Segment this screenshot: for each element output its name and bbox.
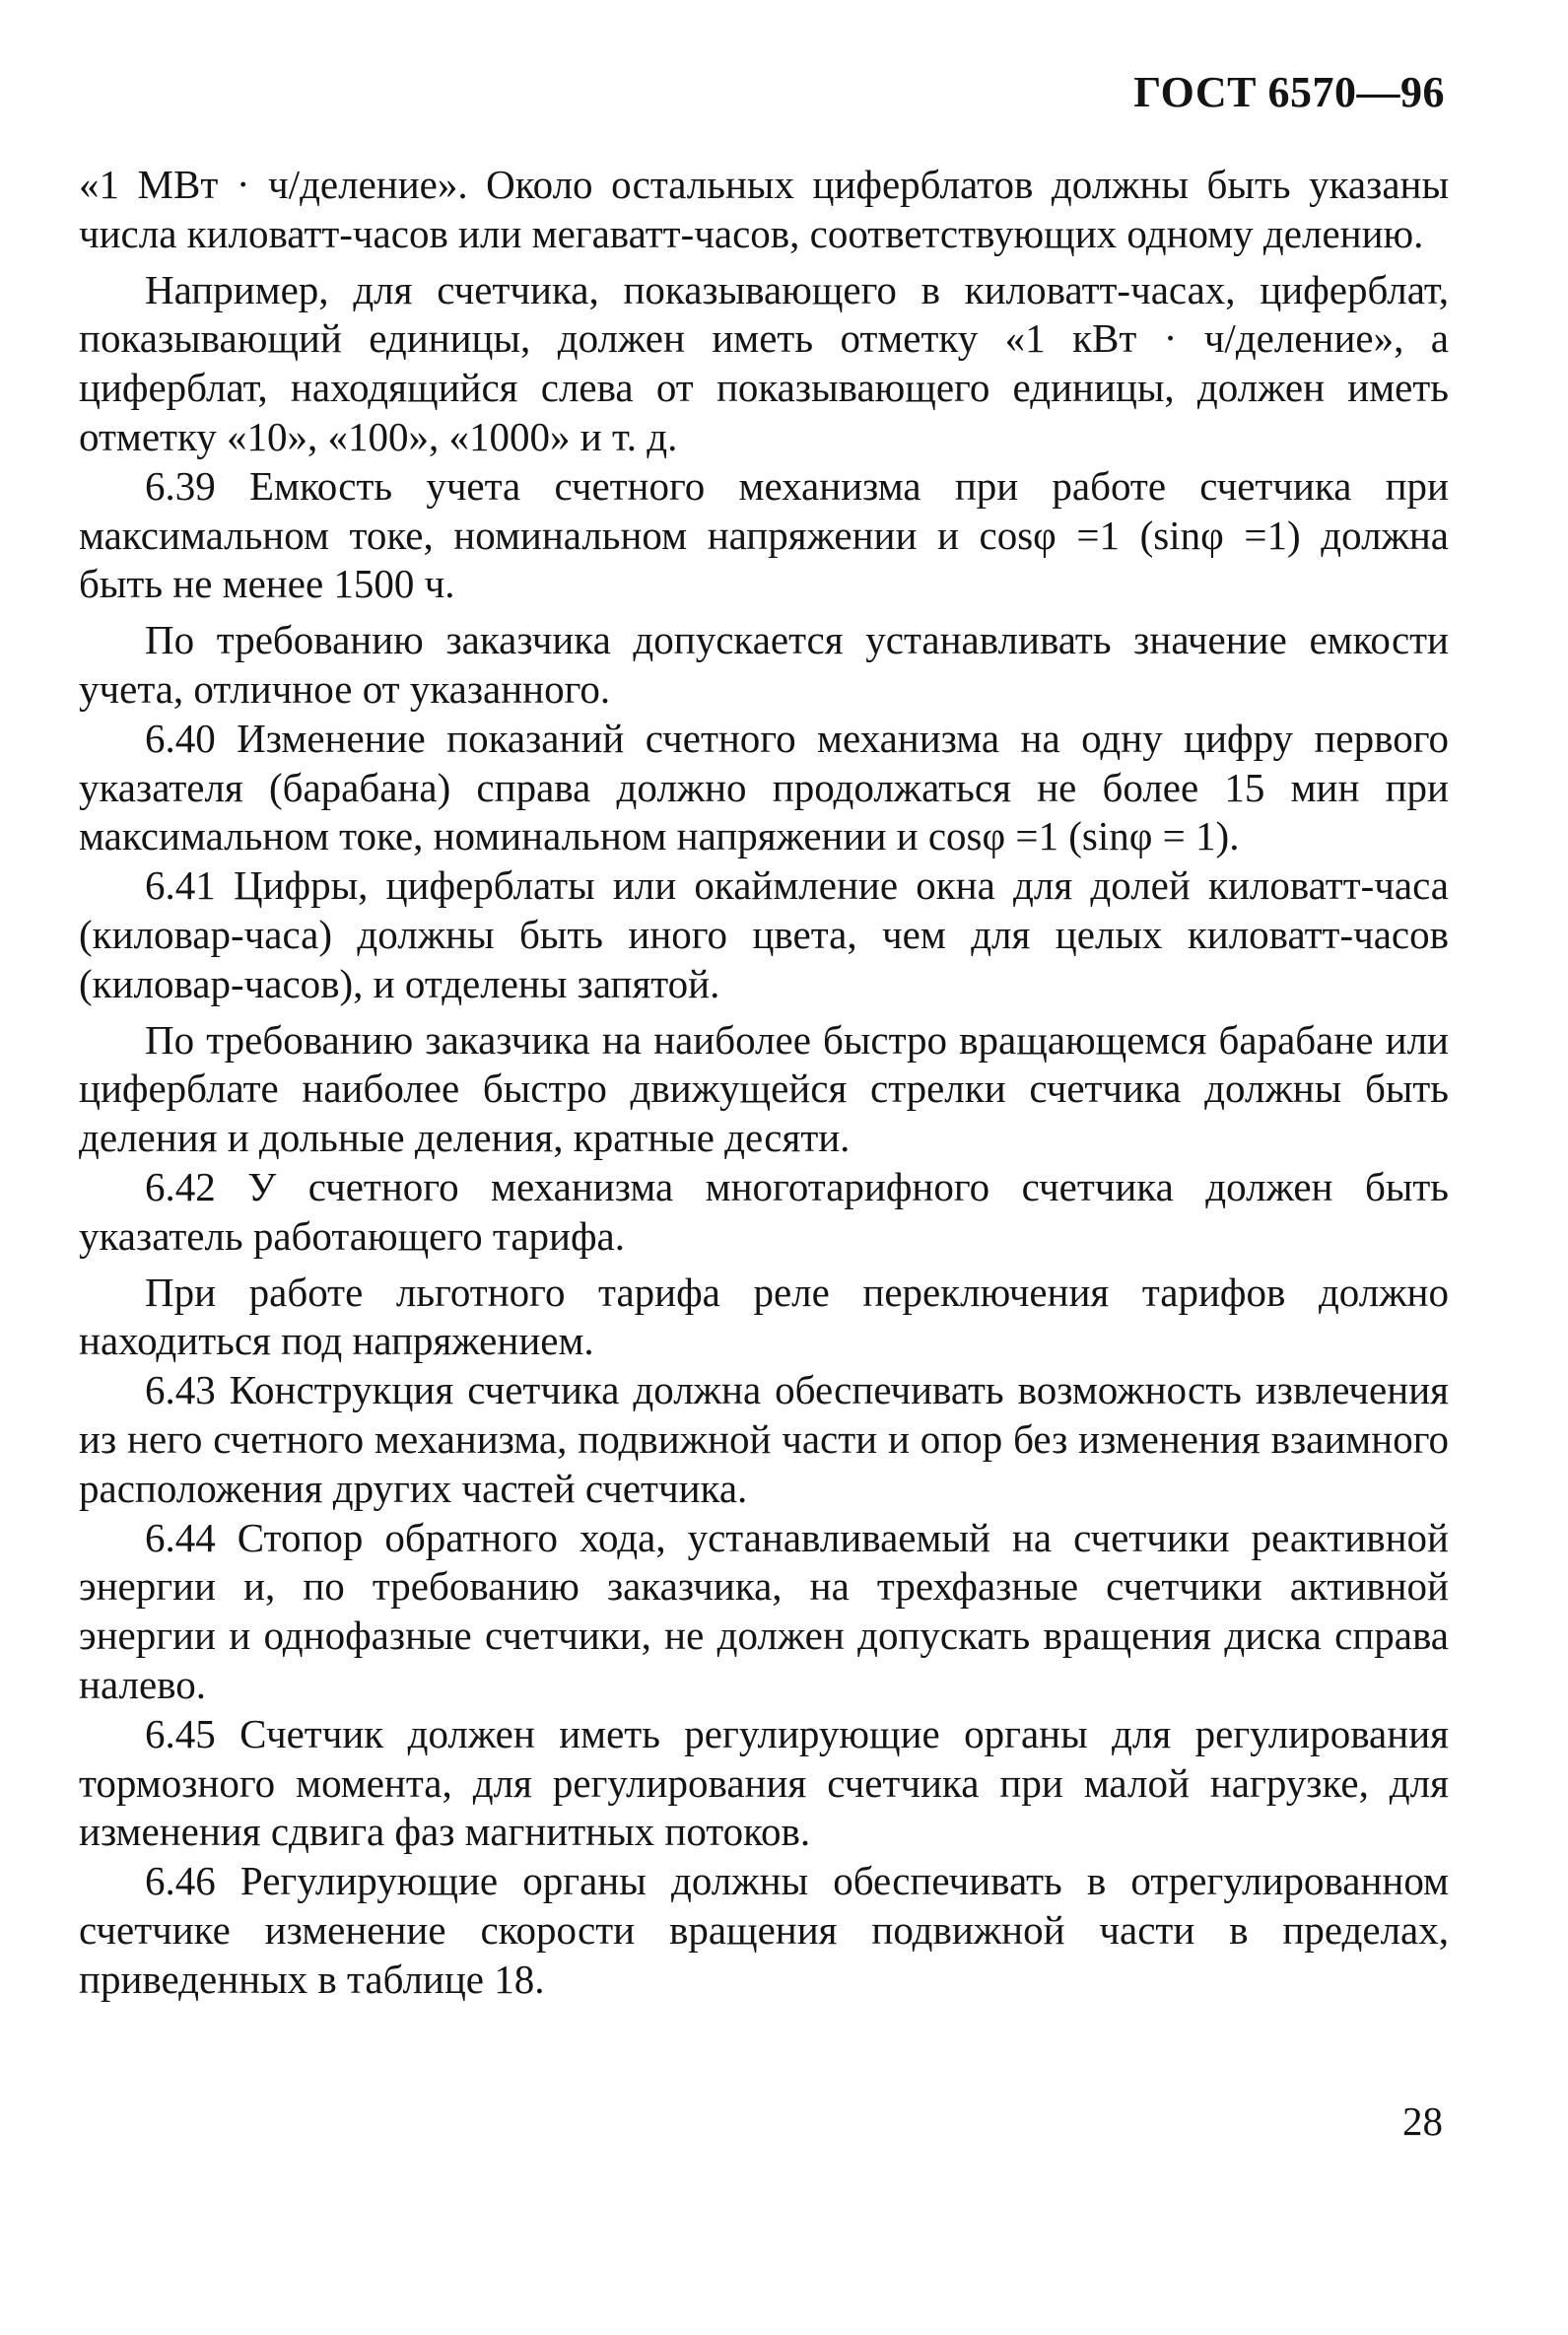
paragraph-6-44: 6.44 Стопор обратного хода, устанавливаемый на счетчики реактивной энергии и, по требованию заказчика, на трехфазные счетчики активной энергии и однофазные счетчики, не должен допускать вращения диска справа налево. [79, 1514, 1449, 1707]
document-header: ГОСТ 6570—96 [1133, 68, 1445, 116]
paragraph-6-40: 6.40 Изменение показаний счетного механизма на одну цифру первого указателя (барабана) справа должно продолжаться не более 15 мин при максимальном токе, номинальном напряжении и cosφ =1 (sinφ = 1). [79, 715, 1449, 859]
paragraph-6-41-note: По требованию заказчика на наиболее быстро вращающемся барабане или циферблате наиболее быстро движущейся стрелки счетчика должны быть деления и дольные деления, кратные десяти. [79, 1016, 1449, 1161]
paragraph-6-39: 6.39 Емкость учета счетного механизма при работе счетчика при максимальном токе, номинальном напряжении и cosφ =1 (sinφ =1) должна быть не менее 1500 ч. [79, 462, 1449, 607]
paragraph-6-41: 6.41 Цифры, циферблаты или окаймление окна для долей киловатт-часа (киловар-часа) должны быть иного цвета, чем для целых киловатт-часов (киловар-часов), и отделены запятой. [79, 862, 1449, 1006]
paragraph-6-46: 6.46 Регулирующие органы должны обеспечивать в отрегулированном счетчике изменение скорости вращения подвижной части в пределах, приведенных в таблице 18. [79, 1858, 1449, 2002]
paragraph-6-42-note: При работе льготного тарифа реле переключения тарифов должно находиться под напряжением. [79, 1269, 1449, 1364]
paragraph-6-43: 6.43 Конструкция счетчика должна обеспечивать возможность извлечения из него счетного механизма, подвижной части и опор без изменения взаимного расположения других частей счетчика. [79, 1367, 1449, 1511]
page-number: 28 [1402, 2098, 1443, 2144]
document-body [79, 161, 1449, 2004]
paragraph-example: Например, для счетчика, показывающего в киловатт-часах, циферблат, показывающий единицы, должен иметь отметку «1 кВт · ч/деление», а циферблат, находящийся слева от показывающего единицы, должен иметь отметку «10», «100», «1000» и т. д. [79, 266, 1449, 459]
paragraph-6-39-note: По требованию заказчика допускается устанавливать значение емкости учета, отличное от указанного. [79, 617, 1449, 712]
paragraph-6-45: 6.45 Счетчик должен иметь регулирующие органы для регулирования тормозного момента, для регулирования счетчика при малой нагрузке, для изменения сдвига фаз магнитных потоков. [79, 1710, 1449, 1855]
paragraph-continuation: «1 МВт · ч/деление». Около остальных циферблатов должны быть указаны числа киловатт-часов или мегаватт-часов, соответствующих одному делению. [79, 162, 1449, 256]
paragraph-6-42: 6.42 У счетного механизма многотарифного счетчика должен быть указатель работающего тарифа. [79, 1163, 1449, 1259]
